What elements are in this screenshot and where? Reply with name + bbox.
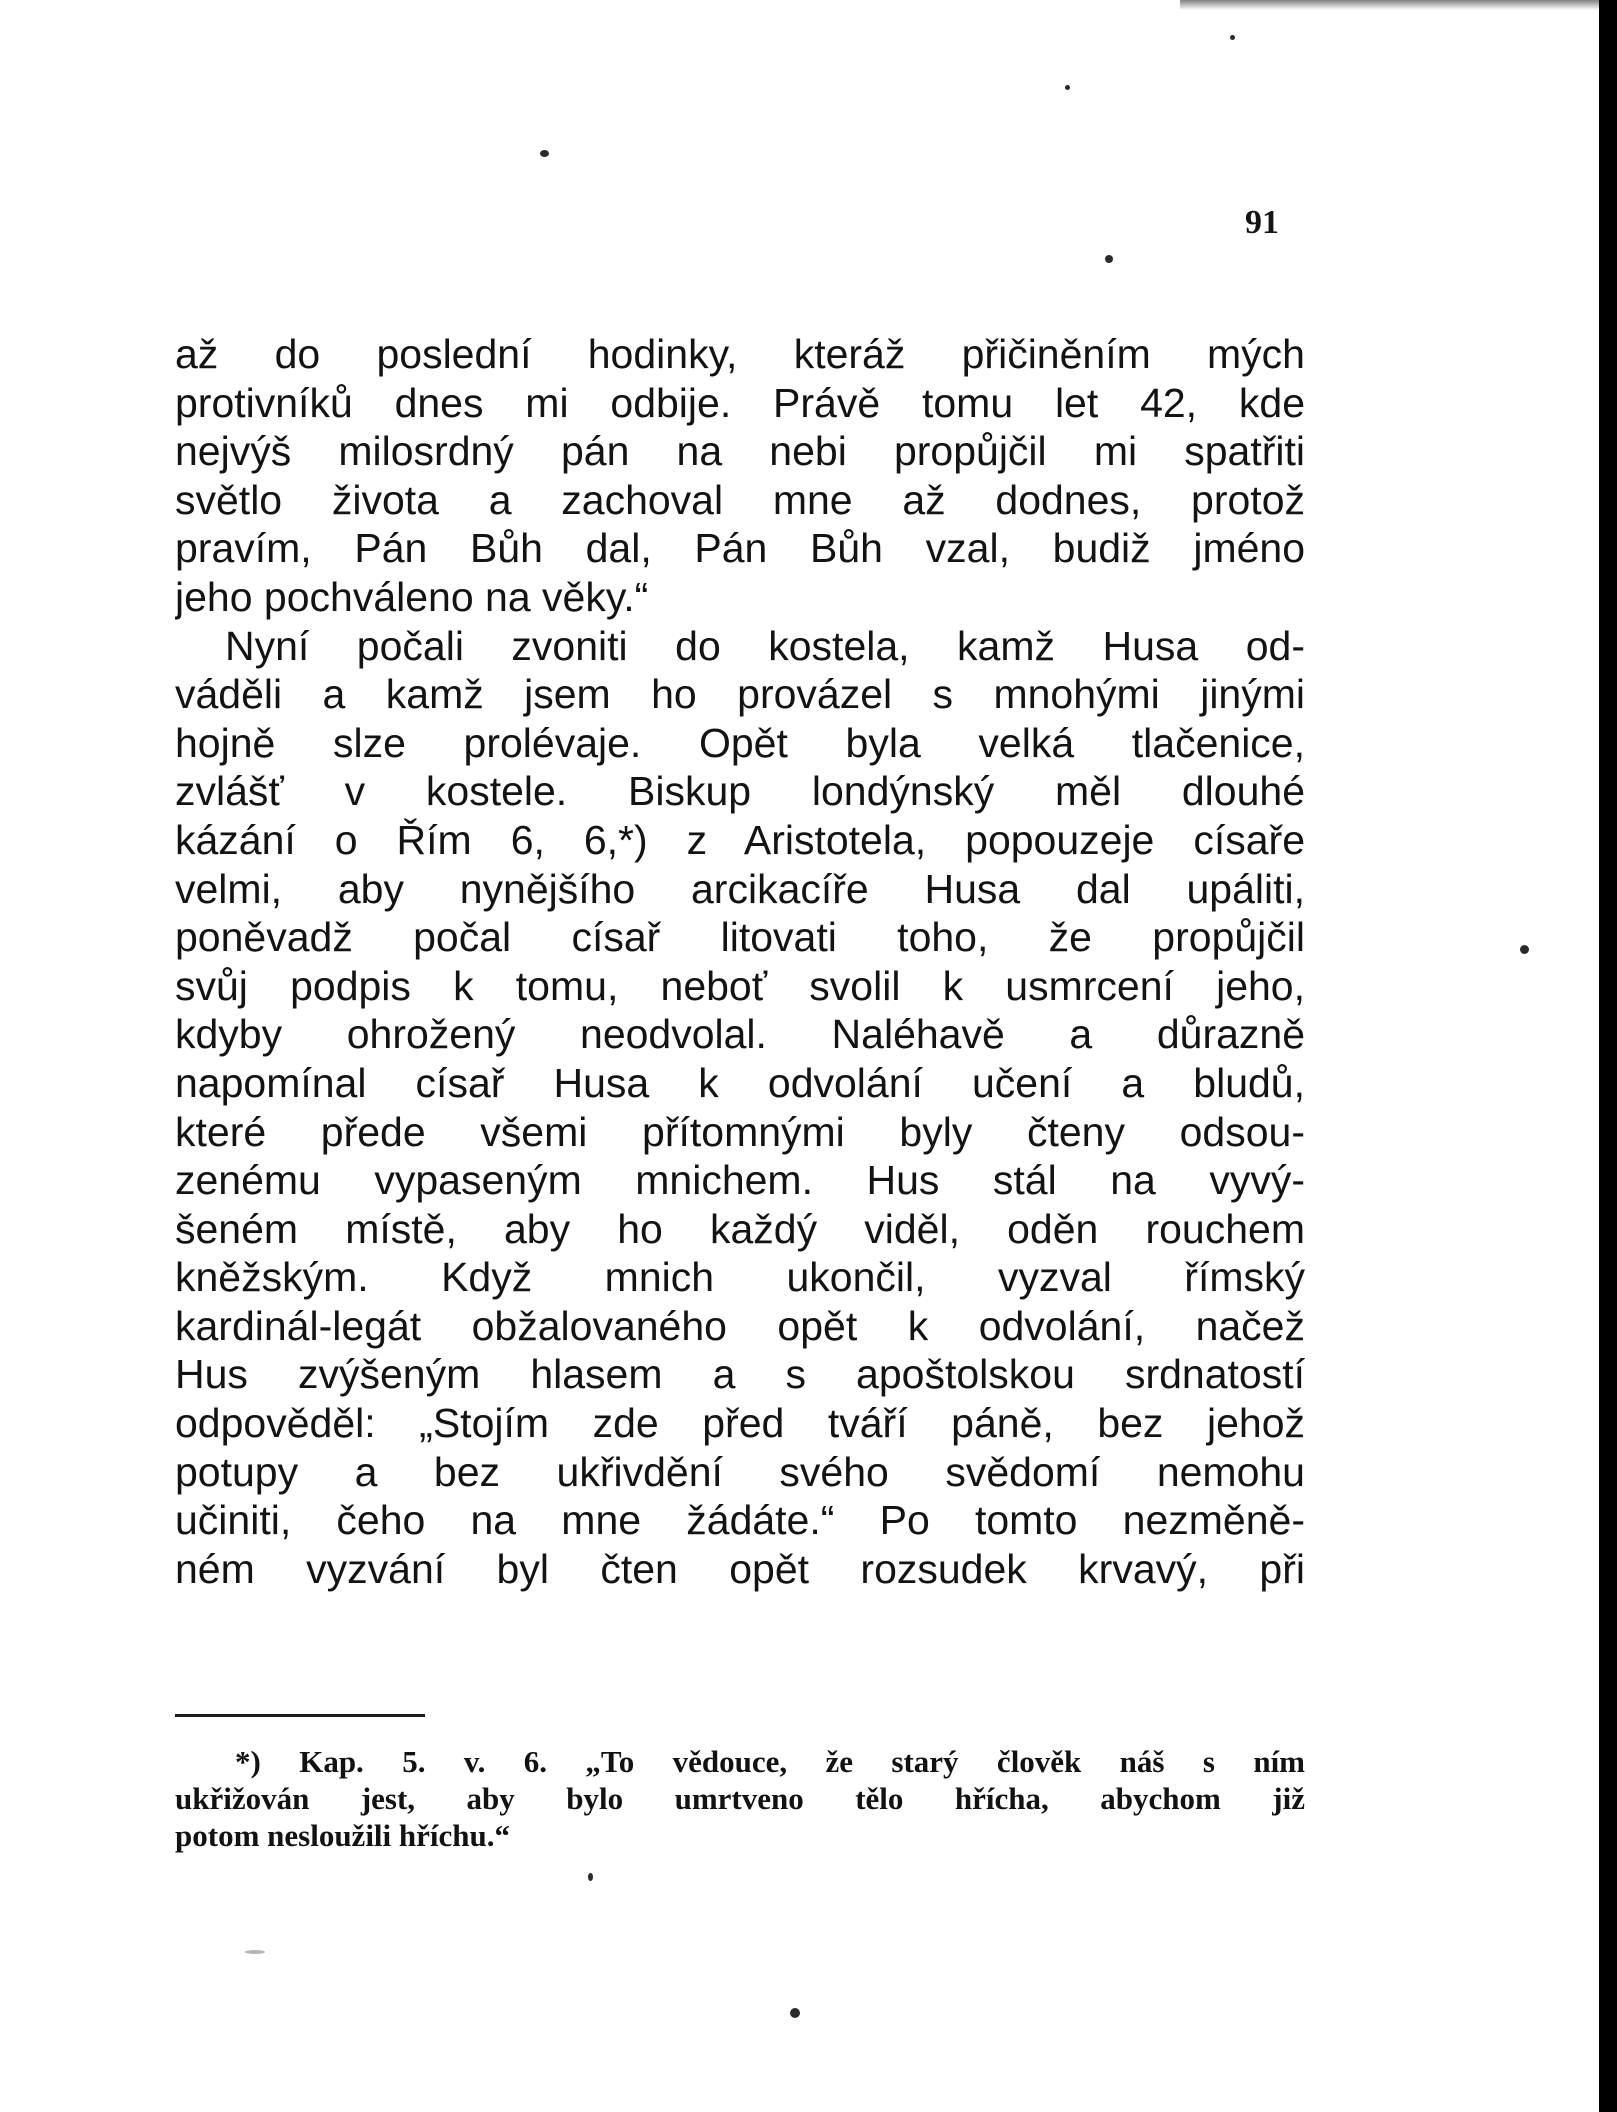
body-line: Nyní počali zvoniti do kostela, kamž Husa od- [225,622,1305,669]
body-line: váděli a kamž jsem ho provázel s mnohými jinými [175,671,1305,718]
scan-edge-right [1599,0,1617,2112]
body-text [175,330,1305,1593]
body-line: napomínal císař Husa k odvolání učení a bludů, [175,1059,1305,1106]
footnote [175,1743,1305,1854]
body-line: hojně slze prolévaje. Opět byla velká tlačenice, [175,719,1305,766]
body-line: odpověděl: „Stojím zde před tváří páně, bez jehož [175,1400,1305,1447]
body-line: učiniti, čeho na mne žádáte.“ Po tomto nezměně- [175,1497,1305,1544]
scan-speck [1520,945,1529,954]
footnote-line: potom nesloužili hříchu.“ [175,1818,511,1853]
scan-speck [588,1873,593,1881]
body-line: kardinál-legát obžalovaného opět k odvolání, načež [175,1302,1305,1349]
body-line: ném vyzvání byl čten opět rozsudek krvavý, při [175,1545,1305,1592]
footnote-line: *) Kap. 5. v. 6. „To vědouce, že starý člověk náš s ním [235,1744,1305,1779]
body-line: pravím, Pán Bůh dal, Pán Bůh vzal, budiž jméno [175,525,1305,572]
body-line: zvlášť v kostele. Biskup londýnský měl dlouhé [175,768,1305,815]
body-line: světlo života a zachoval mne až dodnes, protož [175,476,1305,523]
body-line: nejvýš milosrdný pán na nebi propůjčil mi spatřiti [175,428,1305,475]
footnote-line: ukřižován jest, aby bylo umrtveno tělo hřícha, abychom již [175,1781,1305,1816]
scan-speck [245,1950,265,1954]
body-line: poněvadž počal císař litovati toho, že propůjčil [175,914,1305,961]
scan-speck [1105,255,1113,263]
body-line: svůj podpis k tomu, neboť svolil k usmrcení jeho, [175,962,1305,1009]
body-line: zenému vypaseným mnichem. Hus stál na vyvý- [175,1157,1305,1204]
body-line: potupy a bez ukřivdění svého svědomí nemohu [175,1448,1305,1495]
body-line: Hus zvýšeným hlasem a s apoštolskou srdnatostí [175,1351,1305,1398]
footnote-divider [175,1714,425,1717]
body-line: kněžským. Když mnich ukončil, vyzval římský [175,1254,1305,1301]
page-number: 91 [1245,204,1279,241]
scan-speck [1065,85,1070,90]
scan-edge-top [1180,0,1617,10]
scan-speck [1230,35,1235,40]
body-line: velmi, aby nynějšího arcikacíře Husa dal upáliti, [175,865,1305,912]
body-line: které přede všemi přítomnými byly čteny odsou- [175,1108,1305,1155]
body-line: jeho pochváleno na věky.“ [175,573,649,620]
body-line: až do poslední hodinky, kteráž přičiněním mých [175,331,1305,377]
body-line: protivníků dnes mi odbije. Právě tomu let 42, kde [175,379,1305,426]
body-line: kázání o Řím 6, 6,*) z Aristotela, popouzeje císaře [175,816,1305,863]
scan-speck [540,150,549,157]
body-line: šeném místě, aby ho každý viděl, oděn rouchem [175,1205,1305,1252]
body-line: kdyby ohrožený neodvolal. Naléhavě a důrazně [175,1011,1305,1058]
scan-speck [790,2008,800,2018]
